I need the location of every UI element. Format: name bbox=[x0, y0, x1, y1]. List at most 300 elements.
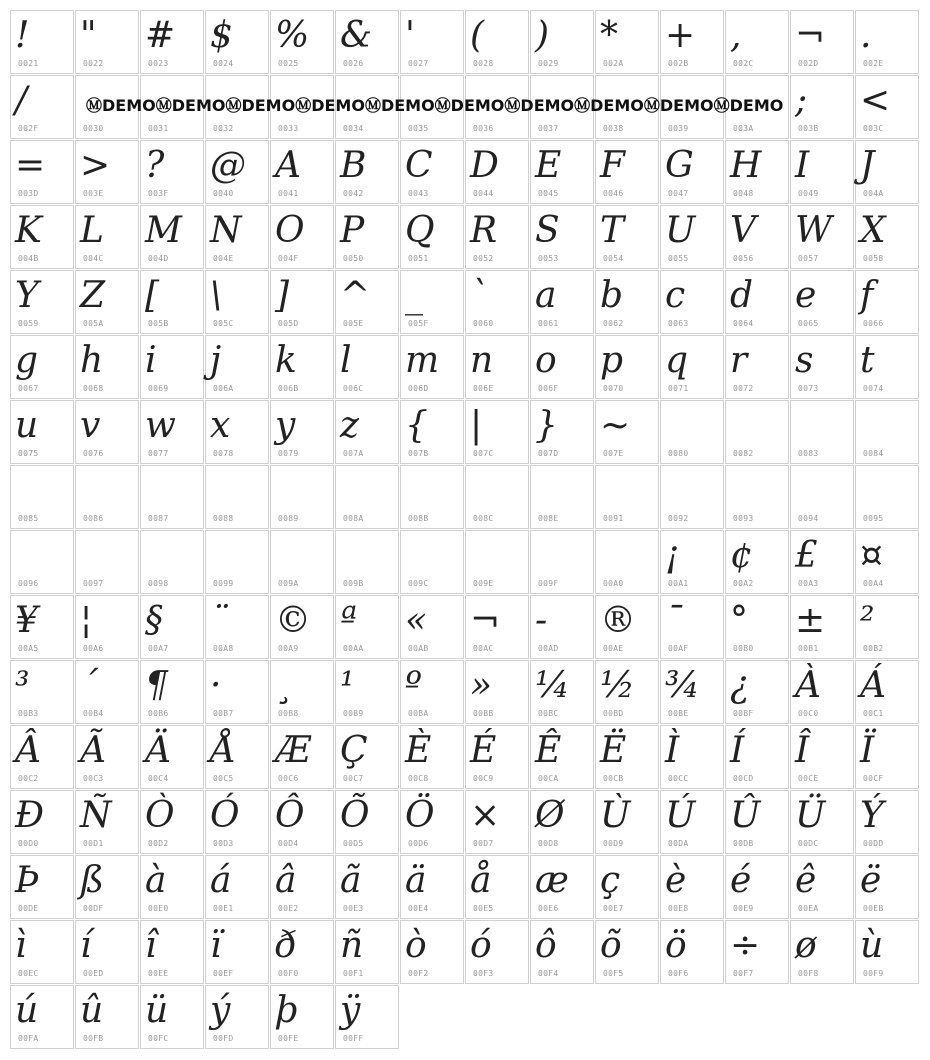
glyph-codepoint: 0082 bbox=[733, 449, 754, 458]
glyph-cell bbox=[595, 595, 659, 659]
glyph-sample: » bbox=[470, 665, 493, 706]
glyph-cell bbox=[790, 660, 854, 724]
glyph-sample: Ú bbox=[665, 795, 696, 836]
glyph-codepoint: 0065 bbox=[798, 319, 819, 328]
glyph-codepoint: 004F bbox=[278, 254, 299, 263]
glyph-codepoint: 0066 bbox=[863, 319, 884, 328]
glyph-sample: l bbox=[340, 340, 352, 381]
glyph-sample: J bbox=[860, 145, 875, 186]
glyph-codepoint: 0024 bbox=[213, 59, 234, 68]
glyph-cell bbox=[530, 400, 594, 464]
glyph-cell bbox=[400, 725, 464, 789]
glyph-sample: { bbox=[405, 405, 428, 446]
glyph-codepoint: 0047 bbox=[668, 189, 689, 198]
glyph-sample: ¹ bbox=[340, 665, 355, 706]
glyph-sample: L bbox=[80, 210, 104, 251]
glyph-codepoint: 00CD bbox=[733, 774, 754, 783]
glyph-cell bbox=[270, 10, 334, 74]
glyph-codepoint: 0094 bbox=[798, 514, 819, 523]
glyph-sample: © bbox=[275, 600, 311, 641]
glyph-codepoint: 0033 bbox=[278, 124, 299, 133]
glyph-codepoint: 00B2 bbox=[863, 644, 884, 653]
glyph-cell bbox=[400, 530, 464, 594]
glyph-cell bbox=[205, 920, 269, 984]
glyph-codepoint: 00C6 bbox=[278, 774, 299, 783]
glyph-cell bbox=[595, 920, 659, 984]
glyph-cell bbox=[335, 400, 399, 464]
glyph-codepoint: 0029 bbox=[538, 59, 559, 68]
glyph-sample: ï bbox=[210, 925, 222, 966]
glyph-cell bbox=[140, 595, 204, 659]
glyph-cell bbox=[335, 530, 399, 594]
glyph-codepoint: 00A6 bbox=[83, 644, 104, 653]
glyph-sample: ) bbox=[535, 15, 550, 56]
glyph-codepoint: 0075 bbox=[18, 449, 39, 458]
glyph-codepoint: 009A bbox=[278, 579, 299, 588]
glyph-sample: Í bbox=[730, 730, 745, 771]
glyph-cell bbox=[465, 270, 529, 334]
glyph-sample: - bbox=[535, 600, 548, 641]
glyph-cell bbox=[595, 140, 659, 204]
glyph-sample: , bbox=[730, 15, 742, 56]
glyph-sample: ê bbox=[795, 860, 817, 901]
glyph-sample: Ã bbox=[80, 730, 106, 771]
glyph-sample: K bbox=[15, 210, 42, 251]
glyph-sample: Ä bbox=[145, 730, 171, 771]
glyph-codepoint: 00FC bbox=[148, 1034, 169, 1043]
glyph-codepoint: 00F9 bbox=[863, 969, 884, 978]
glyph-codepoint: 0087 bbox=[148, 514, 169, 523]
glyph-sample: * bbox=[600, 15, 618, 56]
glyph-cell bbox=[270, 465, 334, 529]
glyph-codepoint: 00C0 bbox=[798, 709, 819, 718]
glyph-cell bbox=[725, 790, 789, 854]
glyph-sample: × bbox=[470, 795, 501, 836]
glyph-cell bbox=[530, 465, 594, 529]
glyph-sample: ^ bbox=[340, 275, 371, 316]
glyph-codepoint: 0039 bbox=[668, 124, 689, 133]
glyph-cell bbox=[855, 140, 919, 204]
glyph-codepoint: 0060 bbox=[473, 319, 494, 328]
glyph-cell bbox=[140, 790, 204, 854]
glyph-codepoint: 0030 bbox=[83, 124, 104, 133]
glyph-sample: z bbox=[340, 405, 359, 446]
glyph-sample: C bbox=[405, 145, 433, 186]
glyph-codepoint: 00E3 bbox=[343, 904, 364, 913]
glyph-codepoint: 0048 bbox=[733, 189, 754, 198]
glyph-cell bbox=[75, 725, 139, 789]
glyph-sample: ÷ bbox=[730, 925, 761, 966]
glyph-cell bbox=[530, 270, 594, 334]
glyph-cell bbox=[790, 400, 854, 464]
glyph-cell bbox=[790, 920, 854, 984]
glyph-codepoint: 00DB bbox=[733, 839, 754, 848]
glyph-cell bbox=[855, 205, 919, 269]
glyph-sample: ½ bbox=[600, 665, 635, 706]
glyph-codepoint: 00FD bbox=[213, 1034, 234, 1043]
glyph-sample: é bbox=[730, 860, 752, 901]
glyph-sample: Ë bbox=[600, 730, 627, 771]
glyph-cell bbox=[335, 595, 399, 659]
glyph-cell bbox=[855, 855, 919, 919]
glyph-cell bbox=[75, 920, 139, 984]
glyph-codepoint: 0031 bbox=[148, 124, 169, 133]
glyph-sample: ð bbox=[275, 925, 297, 966]
glyph-cell bbox=[205, 660, 269, 724]
glyph-sample: â bbox=[275, 860, 297, 901]
glyph-cell bbox=[595, 855, 659, 919]
glyph-cell bbox=[530, 140, 594, 204]
glyph-cell bbox=[400, 140, 464, 204]
glyph-sample: ¢ bbox=[730, 535, 753, 576]
glyph-cell bbox=[10, 985, 74, 1049]
glyph-sample: \ bbox=[210, 275, 223, 316]
glyph-cell bbox=[270, 725, 334, 789]
glyph-cell bbox=[660, 270, 724, 334]
glyph-codepoint: 00E0 bbox=[148, 904, 169, 913]
glyph-cell bbox=[10, 725, 74, 789]
glyph-cell bbox=[400, 920, 464, 984]
glyph-sample: B bbox=[340, 145, 367, 186]
glyph-sample: = bbox=[15, 145, 46, 186]
glyph-codepoint: 00E2 bbox=[278, 904, 299, 913]
glyph-codepoint: 0064 bbox=[733, 319, 754, 328]
glyph-cell bbox=[335, 335, 399, 399]
glyph-codepoint: 008A bbox=[343, 514, 364, 523]
glyph-sample: M bbox=[145, 210, 182, 251]
glyph-cell bbox=[725, 855, 789, 919]
glyph-sample: ¿ bbox=[730, 665, 750, 706]
glyph-cell bbox=[465, 725, 529, 789]
glyph-codepoint: 005D bbox=[278, 319, 299, 328]
glyph-cell bbox=[205, 465, 269, 529]
glyph-cell bbox=[725, 205, 789, 269]
glyph-cell bbox=[660, 10, 724, 74]
glyph-codepoint: 0042 bbox=[343, 189, 364, 198]
glyph-sample: P bbox=[340, 210, 365, 251]
glyph-codepoint: 0098 bbox=[148, 579, 169, 588]
glyph-sample: Q bbox=[405, 210, 435, 251]
glyph-sample: o bbox=[535, 340, 557, 381]
demo-watermark-banner: ⓂDEMOⓂDEMOⓂDEMOⓂDEMOⓂDEMOⓂDEMOⓂDEMOⓂDEMOⓂDEMOⓂDEMO bbox=[86, 96, 784, 115]
glyph-codepoint: 007A bbox=[343, 449, 364, 458]
glyph-sample: ó bbox=[470, 925, 492, 966]
glyph-sample: h bbox=[80, 340, 104, 381]
glyph-sample: U bbox=[665, 210, 696, 251]
glyph-sample: î bbox=[145, 925, 157, 966]
glyph-cell bbox=[335, 465, 399, 529]
glyph-codepoint: 00C7 bbox=[343, 774, 364, 783]
glyph-sample: k bbox=[275, 340, 297, 381]
glyph-codepoint: 005A bbox=[83, 319, 104, 328]
glyph-sample: Å bbox=[210, 730, 236, 771]
glyph-codepoint: 00AC bbox=[473, 644, 494, 653]
glyph-codepoint: 0052 bbox=[473, 254, 494, 263]
glyph-cell bbox=[790, 270, 854, 334]
glyph-sample: å bbox=[470, 860, 492, 901]
glyph-cell bbox=[270, 920, 334, 984]
glyph-sample: % bbox=[275, 15, 310, 56]
glyph-codepoint: 0038 bbox=[603, 124, 624, 133]
glyph-sample: Ý bbox=[860, 795, 884, 836]
glyph-sample: Ð bbox=[15, 795, 45, 836]
glyph-codepoint: 00E1 bbox=[213, 904, 234, 913]
glyph-sample: R bbox=[470, 210, 498, 251]
glyph-sample: ù bbox=[860, 925, 884, 966]
glyph-cell bbox=[725, 140, 789, 204]
glyph-sample: á bbox=[210, 860, 232, 901]
glyph-cell bbox=[660, 400, 724, 464]
glyph-cell bbox=[140, 205, 204, 269]
glyph-cell bbox=[75, 140, 139, 204]
glyph-codepoint: 006D bbox=[408, 384, 429, 393]
glyph-sample: ò bbox=[405, 925, 427, 966]
glyph-cell bbox=[205, 140, 269, 204]
glyph-cell bbox=[335, 855, 399, 919]
glyph-cell bbox=[400, 400, 464, 464]
glyph-codepoint: 00F4 bbox=[538, 969, 559, 978]
glyph-sample: ° bbox=[730, 600, 748, 641]
glyph-sample: [ bbox=[145, 275, 160, 316]
glyph-cell bbox=[400, 205, 464, 269]
glyph-codepoint: 0067 bbox=[18, 384, 39, 393]
glyph-sample: H bbox=[730, 145, 762, 186]
glyph-cell bbox=[855, 530, 919, 594]
glyph-sample: ¯ bbox=[665, 600, 683, 641]
glyph-sample: Õ bbox=[340, 795, 370, 836]
glyph-sample: · bbox=[210, 665, 222, 706]
glyph-codepoint: 00E7 bbox=[603, 904, 624, 913]
glyph-cell bbox=[270, 335, 334, 399]
glyph-cell bbox=[465, 465, 529, 529]
glyph-sample: ë bbox=[860, 860, 882, 901]
glyph-codepoint: 00F7 bbox=[733, 969, 754, 978]
glyph-cell bbox=[270, 205, 334, 269]
glyph-sample: ¬ bbox=[470, 600, 501, 641]
glyph-cell bbox=[530, 920, 594, 984]
glyph-cell bbox=[400, 10, 464, 74]
glyph-codepoint: 002B bbox=[668, 59, 689, 68]
glyph-sample: < bbox=[860, 80, 891, 121]
glyph-sample: ± bbox=[795, 600, 826, 641]
glyph-sample: E bbox=[535, 145, 562, 186]
glyph-codepoint: 00A9 bbox=[278, 644, 299, 653]
glyph-cell bbox=[205, 985, 269, 1049]
glyph-sample: ´ bbox=[80, 665, 98, 706]
glyph-sample: ¦ bbox=[80, 600, 93, 641]
glyph-cell bbox=[595, 335, 659, 399]
glyph-cell bbox=[335, 205, 399, 269]
glyph-cell bbox=[790, 335, 854, 399]
glyph-cell bbox=[855, 75, 919, 139]
glyph-cell bbox=[660, 725, 724, 789]
glyph-codepoint: 007B bbox=[408, 449, 429, 458]
glyph-sample: S bbox=[535, 210, 560, 251]
glyph-cell bbox=[270, 660, 334, 724]
glyph-cell bbox=[465, 530, 529, 594]
glyph-codepoint: 009E bbox=[473, 579, 494, 588]
glyph-codepoint: 00B3 bbox=[18, 709, 39, 718]
glyph-sample: û bbox=[80, 990, 104, 1031]
glyph-sample: ç bbox=[600, 860, 621, 901]
glyph-codepoint: 002D bbox=[798, 59, 819, 68]
glyph-codepoint: 00C3 bbox=[83, 774, 104, 783]
glyph-codepoint: 0026 bbox=[343, 59, 364, 68]
glyph-codepoint: 00E6 bbox=[538, 904, 559, 913]
glyph-sample: ß bbox=[80, 860, 105, 901]
glyph-cell bbox=[855, 400, 919, 464]
glyph-cell bbox=[270, 855, 334, 919]
glyph-codepoint: 00BB bbox=[473, 709, 494, 718]
glyph-codepoint: 00F8 bbox=[798, 969, 819, 978]
glyph-codepoint: 0074 bbox=[863, 384, 884, 393]
glyph-sample: ¡ bbox=[665, 535, 680, 576]
glyph-codepoint: 0068 bbox=[83, 384, 104, 393]
glyph-codepoint: 0072 bbox=[733, 384, 754, 393]
glyph-codepoint: 0062 bbox=[603, 319, 624, 328]
glyph-cell bbox=[335, 270, 399, 334]
glyph-cell bbox=[855, 595, 919, 659]
glyph-cell bbox=[270, 140, 334, 204]
glyph-codepoint: 0045 bbox=[538, 189, 559, 198]
glyph-codepoint: 0044 bbox=[473, 189, 494, 198]
glyph-cell bbox=[595, 10, 659, 74]
glyph-cell bbox=[140, 660, 204, 724]
glyph-sample: O bbox=[275, 210, 305, 251]
glyph-cell bbox=[660, 530, 724, 594]
glyph-cell bbox=[205, 270, 269, 334]
glyph-codepoint: 0027 bbox=[408, 59, 429, 68]
glyph-cell bbox=[595, 205, 659, 269]
glyph-sample: ñ bbox=[340, 925, 364, 966]
glyph-cell bbox=[725, 595, 789, 659]
glyph-codepoint: 0092 bbox=[668, 514, 689, 523]
glyph-sample: Ê bbox=[535, 730, 562, 771]
glyph-cell bbox=[660, 140, 724, 204]
glyph-cell bbox=[530, 595, 594, 659]
glyph-sample: ô bbox=[535, 925, 557, 966]
glyph-cell bbox=[140, 270, 204, 334]
glyph-codepoint: 0040 bbox=[213, 189, 234, 198]
glyph-sample: # bbox=[145, 15, 176, 56]
glyph-cell bbox=[465, 10, 529, 74]
glyph-cell bbox=[530, 10, 594, 74]
glyph-sample: i bbox=[145, 340, 157, 381]
glyph-codepoint: 005B bbox=[148, 319, 169, 328]
glyph-sample: º bbox=[405, 665, 422, 706]
glyph-codepoint: 00F2 bbox=[408, 969, 429, 978]
glyph-sample: ~ bbox=[600, 405, 631, 446]
glyph-cell bbox=[335, 140, 399, 204]
glyph-cell bbox=[335, 660, 399, 724]
glyph-sample: f bbox=[860, 275, 874, 316]
glyph-codepoint: 00DC bbox=[798, 839, 819, 848]
glyph-codepoint: 006C bbox=[343, 384, 364, 393]
glyph-sample: Ç bbox=[340, 730, 368, 771]
glyph-codepoint: 007C bbox=[473, 449, 494, 458]
glyph-codepoint: 00A8 bbox=[213, 644, 234, 653]
glyph-codepoint: 0077 bbox=[148, 449, 169, 458]
glyph-codepoint: 0034 bbox=[343, 124, 364, 133]
glyph-sample: y bbox=[275, 405, 296, 446]
glyph-cell bbox=[855, 335, 919, 399]
glyph-codepoint: 0058 bbox=[863, 254, 884, 263]
glyph-codepoint: 00B1 bbox=[798, 644, 819, 653]
glyph-codepoint: 00D2 bbox=[148, 839, 169, 848]
glyph-cell bbox=[660, 595, 724, 659]
glyph-codepoint: 00B0 bbox=[733, 644, 754, 653]
glyph-codepoint: 004B bbox=[18, 254, 39, 263]
glyph-codepoint: 00DF bbox=[83, 904, 104, 913]
glyph-codepoint: 00EF bbox=[213, 969, 234, 978]
glyph-sample: ] bbox=[275, 275, 290, 316]
glyph-codepoint: 0086 bbox=[83, 514, 104, 523]
glyph-sample: Ø bbox=[535, 795, 565, 836]
glyph-cell bbox=[335, 790, 399, 854]
glyph-codepoint: 00C2 bbox=[18, 774, 39, 783]
glyph-cell bbox=[205, 205, 269, 269]
glyph-cell bbox=[855, 465, 919, 529]
glyph-cell bbox=[530, 205, 594, 269]
glyph-cell bbox=[790, 465, 854, 529]
glyph-codepoint: 00AB bbox=[408, 644, 429, 653]
glyph-sample: p bbox=[600, 340, 624, 381]
glyph-sample: ( bbox=[470, 15, 485, 56]
glyph-codepoint: 002C bbox=[733, 59, 754, 68]
glyph-sample: ¶ bbox=[145, 665, 168, 706]
glyph-sample: Ï bbox=[860, 730, 875, 771]
glyph-cell bbox=[205, 595, 269, 659]
glyph-sample: s bbox=[795, 340, 814, 381]
glyph-codepoint: 00CB bbox=[603, 774, 624, 783]
glyph-codepoint: 00B7 bbox=[213, 709, 234, 718]
glyph-cell bbox=[725, 725, 789, 789]
glyph-cell bbox=[595, 400, 659, 464]
glyph-codepoint: 00DA bbox=[668, 839, 689, 848]
glyph-codepoint: 006F bbox=[538, 384, 559, 393]
glyph-cell bbox=[855, 10, 919, 74]
glyph-codepoint: 00DE bbox=[18, 904, 39, 913]
glyph-codepoint: 00E9 bbox=[733, 904, 754, 913]
glyph-codepoint: 00A5 bbox=[18, 644, 39, 653]
glyph-sample: | bbox=[470, 405, 483, 446]
glyph-cell bbox=[140, 725, 204, 789]
glyph-cell bbox=[660, 855, 724, 919]
glyph-sample: u bbox=[15, 405, 39, 446]
glyph-cell bbox=[530, 530, 594, 594]
glyph-sample: ! bbox=[15, 15, 30, 56]
glyph-codepoint: 003F bbox=[148, 189, 169, 198]
glyph-cell bbox=[855, 790, 919, 854]
glyph-sample: Ü bbox=[795, 795, 826, 836]
glyph-codepoint: 00BD bbox=[603, 709, 624, 718]
glyph-sample: ³ bbox=[15, 665, 30, 706]
glyph-codepoint: 0085 bbox=[18, 514, 39, 523]
glyph-codepoint: 00CF bbox=[863, 774, 884, 783]
glyph-codepoint: 005E bbox=[343, 319, 364, 328]
glyph-cell bbox=[465, 660, 529, 724]
glyph-cell bbox=[10, 855, 74, 919]
glyph-sample: ã bbox=[340, 860, 362, 901]
glyph-cell bbox=[465, 595, 529, 659]
glyph-codepoint: 0057 bbox=[798, 254, 819, 263]
glyph-sample: c bbox=[665, 275, 686, 316]
glyph-cell bbox=[140, 920, 204, 984]
glyph-cell bbox=[10, 335, 74, 399]
glyph-sample: à bbox=[145, 860, 167, 901]
glyph-cell bbox=[465, 920, 529, 984]
glyph-cell bbox=[140, 335, 204, 399]
